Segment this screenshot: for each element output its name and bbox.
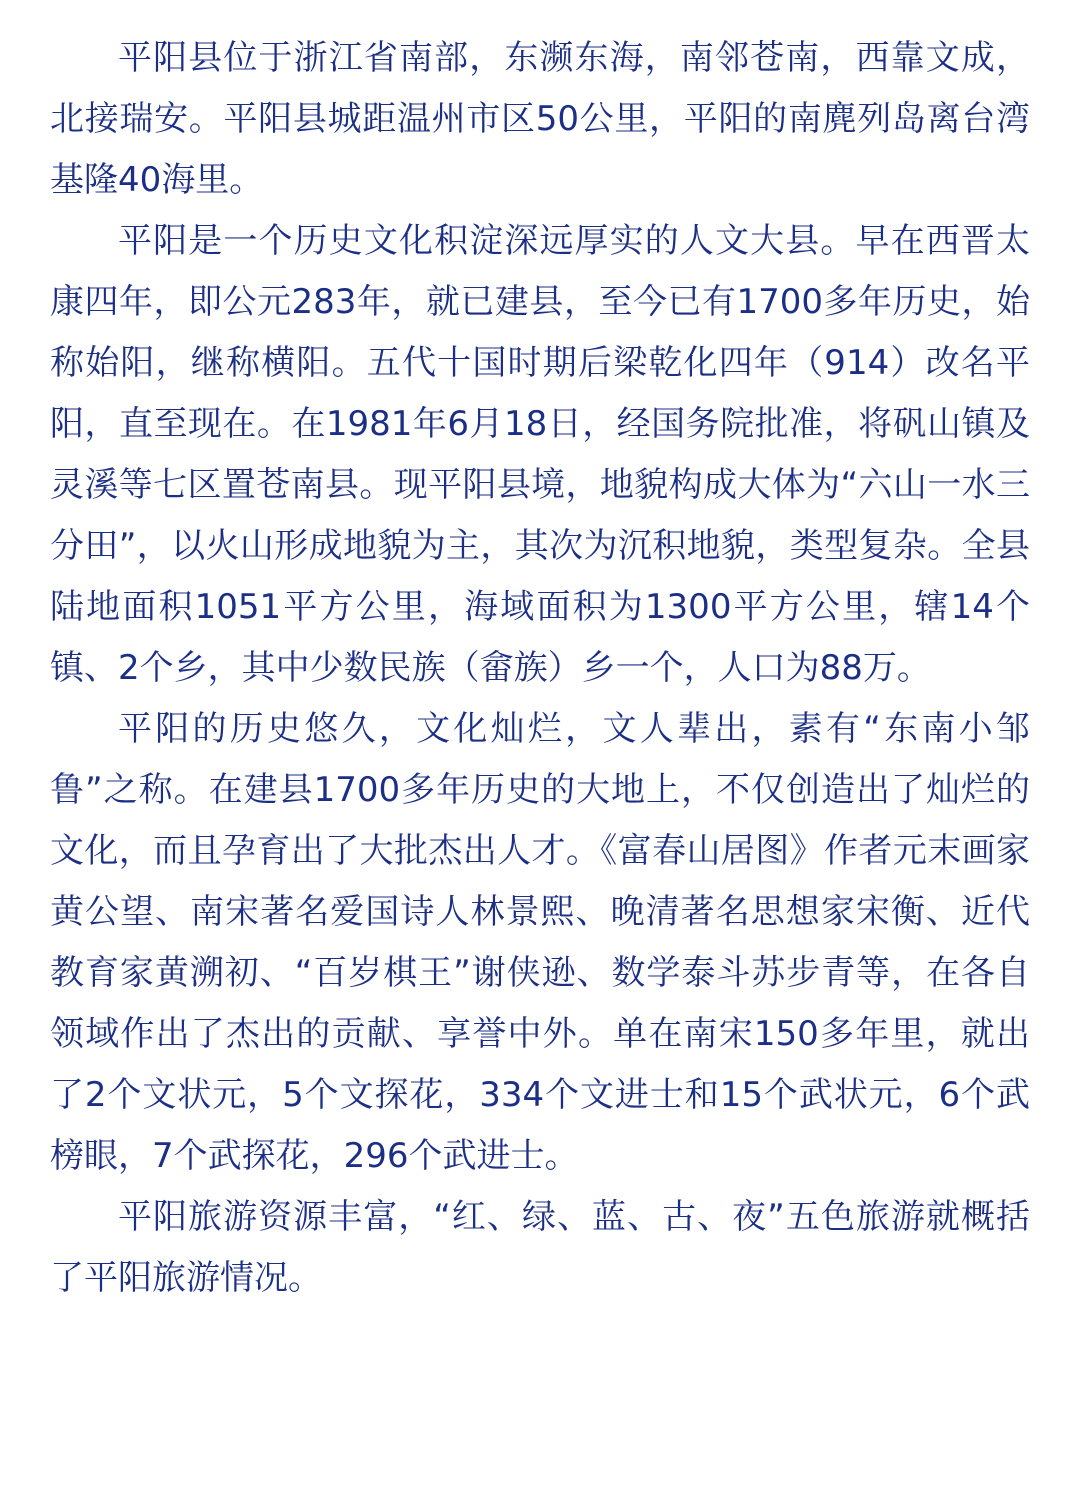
paragraph-tourism: 平阳旅游资源丰富，“红、绿、蓝、古、夜”五色旅游就概括了平阳旅游情况。 [50, 1197, 1030, 1298]
paragraph-location: 平阳县位于浙江省南部，东濒东海，南邻苍南，西靠文成，北接瑞安。平阳县城距温州市区50公里，平阳的南麂列岛离台湾基隆40海里。 [50, 38, 1030, 200]
paragraph-culture: 平阳的历史悠久，文化灿烂，文人辈出，素有“东南小邹鲁”之称。在建县1700多年历史的大地上，不仅创造出了灿烂的文化，而且孕育出了大批杰出人才。《富春山居图》作者元末画家黄公望、南宋著名爱国诗人林景熙、晚清著名思想家宋衡、近代教育家黄溯初、“百岁棋王”谢侠逊、数学泰斗苏步青等，在各自领域作出了杰出的贡献、享誉中外。单在南宋150多年里，就出了2个文状元，5个文探花，334个文进士和15个武状元，6个武榜眼，7个武探花，296个武进士。 [50, 709, 1030, 1176]
paragraph-history: 平阳是一个历史文化积淀深远厚实的人文大县。早在西晋太康四年，即公元283年，就已建县，至今已有1700多年历史，始称始阳，继称横阳。五代十国时期后梁乾化四年（914）改名平阳，直至现在。在1981年6月18日，经国务院批准，将矾山镇及灵溪等七区置苍南县。现平阳县境，地貌构成大体为“六山一水三分田”，以火山形成地貌为主，其次为沉积地貌，类型复杂。全县陆地面积1051平方公里，海域面积为1300平方公里，辖14个镇、2个乡，其中少数民族（畲族）乡一个，人口为88万。 [50, 221, 1030, 688]
